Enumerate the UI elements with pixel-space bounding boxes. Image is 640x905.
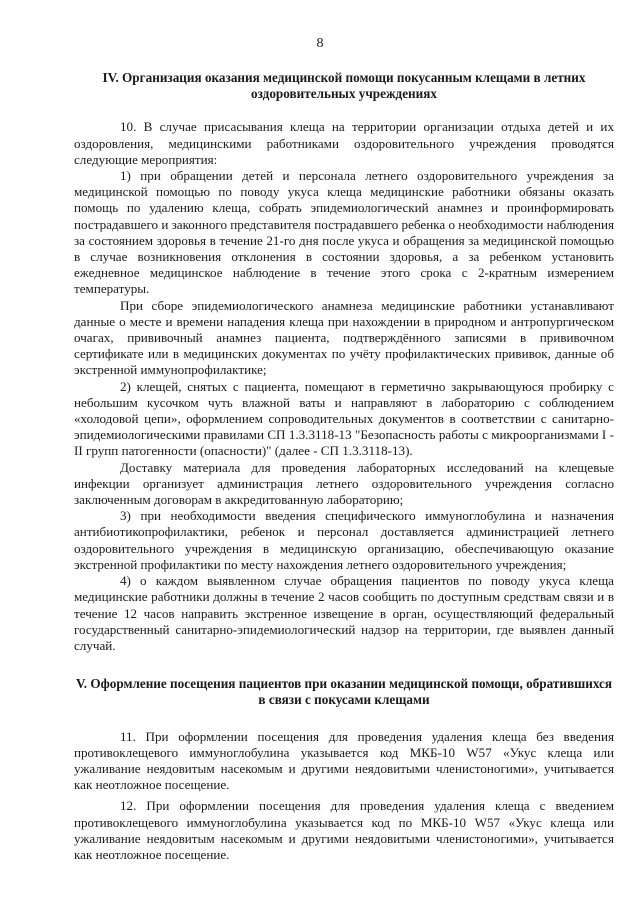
paragraph-10: 10. В случае присасывания клеща на территории организации отдыха детей и их оздоровления, медицинскими работниками оздоровительного учреждения проводятся следующие мероприятия: [74, 119, 614, 167]
paragraph-12: 12. При оформлении посещения для проведения удаления клеща с введением противоклещевого иммуноглобулина указывается код по МКБ-10 W57 «Укус клеща или ужаливание неядовитым насекомым и другими неядовитыми членистоногими», учитывается как неотложное посещение. [74, 798, 614, 862]
document-body [74, 70, 614, 863]
section-5-heading: V. Оформление посещения пациентов при оказании медицинской помощи, обратившихся в связи с покусами клещами [75, 676, 613, 708]
item-3-paragraph: 3) при необходимости введения специфического иммуноглобулина и назначения антибиотикопрофилактики, ребенок и персонал доставляется администрацией летнего оздоровительного учреждения в медицинскую организацию, обеспечивающую оказание экстренной профилактики по месту нахождения летнего оздоровительного учреждения; [74, 508, 614, 572]
item-2-paragraph: 2) клещей, снятых с пациента, помещают в герметично закрывающуюся пробирку с небольшим кусочком чуть влажной ваты и направляют в лабораторию с соблюдением «холодовой цепи», оформлением сопроводительных документов в соответствии с санитарно-эпидемиологическими правилами СП 1.3.3118-13 "Безопасность работы с микроорганизмами I - II групп патогенности (опасности)" (далее - СП 1.3.3118-13). [74, 378, 614, 459]
delivery-paragraph: Доставку материала для проведения лабораторных исследований на клещевые инфекции организует администрация летнего оздоровительного учреждения согласно заключенным договорам в аккредитованную лабораторию; [74, 459, 614, 508]
item-4-paragraph: 4) о каждом выявленном случае обращения пациентов по поводу укуса клеща медицинские работники должны в течение 2 часов сообщить по доступным средствам связи и в течение 12 часов направить экстренное извещение в орган, осуществляющий федеральный государственный санитарно-эпидемиологический надзор на территории, где выявлен данный случай. [74, 573, 614, 653]
anamnesis-paragraph: При сборе эпидемиологического анамнеза медицинские работники устанавливают данные о месте и времени нападения клеща при нахождении в природном и антропургическом очагах, прививочный анамнез пациента, подтверждённого записями в прививочном сертификате или в медицинских документах по учёту профилактических прививок, данные об экстренной иммунопрофилактике; [74, 297, 614, 378]
paragraph-11: 11. При оформлении посещения для проведения удаления клеща без введения противоклещевого иммуноглобулина указывается код МКБ-10 W57 «Укус клеща или ужаливание неядовитым насекомым и другими неядовитыми членистоногими», учитывается как неотложное посещение. [74, 728, 614, 793]
section-4-heading: IV. Организация оказания медицинской помощи покусанным клещами в летних оздоровительных учреждениях [102, 70, 586, 102]
item-1-paragraph: 1) при обращении детей и персонала летнего оздоровительного учреждения за медицинской помощью по поводу укуса клеща медицинские работники обязаны оказать помощь по удалению клеща, собрать эпидемиологический анамнез и проинформировать пострадавшего и законного представителя пострадавшего ребенка о необходимости наблюдения за состоянием здоровья в течение 21-го дня после укуса и обращения за медицинской помощью в случае возникновения отклонения в состоянии здоровья, а за ребенком установить ежедневное медицинское наблюдение в течение этого срока с 2-кратным измерением температуры. [74, 168, 614, 297]
page-number: 8 [316, 36, 324, 51]
